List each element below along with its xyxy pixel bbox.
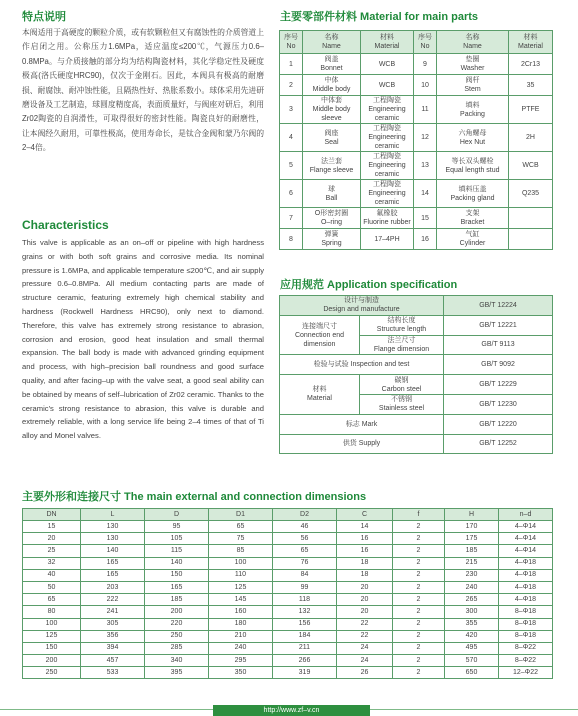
dimensions-cell: 495 [445, 642, 499, 654]
dimensions-cell: 2 [393, 655, 445, 667]
dimensions-cell: 50 [23, 581, 81, 593]
materials-cell: 弹簧 Spring [303, 229, 361, 250]
dimensions-cell: 305 [81, 618, 145, 630]
dimensions-cell: 125 [209, 581, 273, 593]
app-carbon-label: 碳钢 Carbon steel [360, 375, 444, 395]
features-title: 特点说明 [22, 11, 66, 23]
materials-cell: 等长双头螺栓 Equal length stud [437, 152, 509, 180]
dimensions-cell: 100 [209, 557, 273, 569]
dimensions-cell: 145 [209, 594, 273, 606]
application-table [279, 295, 553, 454]
dimensions-cell: 300 [445, 606, 499, 618]
dimensions-cell: 215 [445, 557, 499, 569]
materials-header-cell: 材料 Material [509, 31, 553, 54]
materials-header-cell: 序号 No [280, 31, 303, 54]
dimensions-cell: 2 [393, 606, 445, 618]
dimensions-cell: 200 [145, 606, 209, 618]
dimensions-cell: 25 [23, 545, 81, 557]
app-supply-value: GB/T 12252 [444, 434, 553, 454]
dimensions-row [23, 521, 553, 533]
dimensions-cell: 15 [23, 521, 81, 533]
dimensions-cell: 14 [337, 521, 393, 533]
materials-cell: 工程陶瓷 Engineering ceramic [361, 124, 414, 152]
dimensions-row [23, 618, 553, 630]
dimensions-cell: 394 [81, 642, 145, 654]
dimensions-cell: 285 [145, 642, 209, 654]
dimensions-cell: 240 [445, 581, 499, 593]
materials-cell: Q235 [509, 180, 553, 208]
dimensions-cell: 150 [145, 569, 209, 581]
dimensions-cell: 395 [145, 667, 209, 679]
dimensions-cell: 241 [81, 606, 145, 618]
dimensions-cell: 2 [393, 545, 445, 557]
dimensions-cell: 4–Φ14 [499, 521, 553, 533]
materials-cell: 35 [509, 75, 553, 96]
materials-row [280, 75, 553, 96]
materials-cell: 8 [280, 229, 303, 250]
materials-cell: 阀座 Seal [303, 124, 361, 152]
dimensions-cell: 56 [273, 533, 337, 545]
dimensions-cell: 140 [145, 557, 209, 569]
dimensions-cell: 65 [273, 545, 337, 557]
materials-table [279, 30, 553, 250]
materials-cell: 工程陶瓷 Engineering ceramic [361, 152, 414, 180]
dimensions-cell: 295 [209, 655, 273, 667]
dimensions-row [23, 533, 553, 545]
materials-cell: WCB [361, 54, 414, 75]
materials-cell: 2Cr13 [509, 54, 553, 75]
dimensions-cell: 2 [393, 557, 445, 569]
dimensions-cell: 2 [393, 594, 445, 606]
materials-cell: 16 [414, 229, 437, 250]
dimensions-header-cell: H [445, 509, 499, 521]
app-inspection-label: 检验与试验 Inspection and test [280, 355, 444, 375]
dimensions-cell: 130 [81, 533, 145, 545]
dimensions-cell: 65 [23, 594, 81, 606]
dimensions-cell: 210 [209, 630, 273, 642]
app-design-label: 设计与制造 Design and manufacture [280, 296, 444, 316]
dimensions-cell: 125 [23, 630, 81, 642]
dimensions-cell: 350 [209, 667, 273, 679]
dimensions-cell: 40 [23, 569, 81, 581]
dimensions-row [23, 655, 553, 667]
dimensions-header-cell: D1 [209, 509, 273, 521]
materials-row [280, 180, 553, 208]
dimensions-cell: 570 [445, 655, 499, 667]
dimensions-cell: 20 [337, 606, 393, 618]
materials-row [280, 208, 553, 229]
dimensions-cell: 132 [273, 606, 337, 618]
dimensions-row [23, 557, 553, 569]
dimensions-cell: 2 [393, 581, 445, 593]
dimensions-cell: 2 [393, 630, 445, 642]
dimensions-cell: 110 [209, 569, 273, 581]
dimensions-row [23, 581, 553, 593]
dimensions-cell: 16 [337, 533, 393, 545]
materials-row [280, 124, 553, 152]
materials-cell: 9 [414, 54, 437, 75]
app-material-label: 材料 Material [280, 375, 360, 415]
dimensions-cell: 20 [23, 533, 81, 545]
dimensions-cell: 24 [337, 655, 393, 667]
app-supply-label: 供货 Supply [280, 434, 444, 454]
dimensions-cell: 240 [209, 642, 273, 654]
dimensions-cell: 4–Φ18 [499, 557, 553, 569]
materials-cell: 支架 Bracket [437, 208, 509, 229]
dimensions-cell: 18 [337, 557, 393, 569]
app-flange-label: 法兰尺寸 Flange dimension [360, 335, 444, 355]
dimensions-cell: 4–Φ18 [499, 569, 553, 581]
dimensions-title: 主要外形和连接尺寸 The main external and connection dimensions [22, 491, 367, 503]
dimensions-cell: 100 [23, 618, 81, 630]
materials-cell: 1 [280, 54, 303, 75]
dimensions-cell: 650 [445, 667, 499, 679]
dimensions-cell: 533 [81, 667, 145, 679]
app-structure-label: 结构长度 Structure length [360, 315, 444, 335]
materials-row [280, 152, 553, 180]
characteristics-text: This valve is applicable as an on–off or pipeline with high hardness grains or with both soft grains and corrosive media. Its nominal pressure is 1.6MPa, and applicable temperature ≤200℃, and air supply pressure 0.6–0.8MPa. All medium contacting parts are made of structure ceramic, featuring extremely high chemical stability and hardness (Rockwell Hardness HRC90), only next to diamond. Therefore, this valve has extremely strong resistance to abrasion, corrosion and erosion, good heat insulation and small thermal expansion. The ball body is made with advanced grinding equipment and process, with high–precision ball roundness and good surface quality, and after facing–up with the valve seat, a good seal ability can be obtained by means of self–lubrication of Zr02 ceramic. Thanks to the ceramic's strong resistance to abrasion, this valve is durable and extremely reliable, with a long service life being 2–4 times of that of Ti alloy and Monel valves. [22, 238, 264, 441]
dimensions-cell: 12–Φ22 [499, 667, 553, 679]
dimensions-cell: 115 [145, 545, 209, 557]
dimensions-cell: 105 [145, 533, 209, 545]
materials-header-cell: 名称 Name [303, 31, 361, 54]
materials-cell: 法兰套 Flange sleeve [303, 152, 361, 180]
materials-cell: 阀盖 Bonnet [303, 54, 361, 75]
dimensions-cell: 319 [273, 667, 337, 679]
app-carbon-value: GB/T 12229 [444, 375, 553, 395]
dimensions-cell: 18 [337, 569, 393, 581]
dimensions-cell: 140 [81, 545, 145, 557]
dimensions-cell: 355 [445, 618, 499, 630]
materials-cell [509, 229, 553, 250]
app-inspection-value: GB/T 9092 [444, 355, 553, 375]
materials-cell [509, 208, 553, 229]
app-stainless-value: GB/T 12230 [444, 394, 553, 414]
dimensions-cell: 222 [81, 594, 145, 606]
dimensions-cell: 4–Φ18 [499, 581, 553, 593]
dimensions-cell: 150 [23, 642, 81, 654]
features-text: 本阀适用于高硬度的颗粒介质，或有软颗粒但又有腐蚀性的介质管道上作启闭之用。公称压力1.6MPa，适应温度≤200℃，气源压力0.6–0.8MPa。与介质接触的部分均为结构陶瓷材料，其化学稳定性及硬度极高(洛氏硬度HRC90)，仅次于金刚石。因此，本阀具有极高的耐磨损、耐腐蚀、耐冲蚀性能，且隔热性好、热胀系数小。球体采用先进研磨设备及工艺制造，球圆度精度高，表面质量好，与阀座对研后，利用Zr02陶瓷的自润滑性，可取得很好的密封性能。陶瓷良好的耐磨性，让本阀经久耐用，可靠性极高，使用寿命长，是钛合金阀和蒙乃尔阀的2–4倍。 [22, 28, 264, 153]
dimensions-cell: 8–Φ18 [499, 630, 553, 642]
dimensions-cell: 200 [23, 655, 81, 667]
dimensions-cell: 165 [81, 557, 145, 569]
dimensions-cell: 4–Φ18 [499, 594, 553, 606]
materials-cell: WCB [361, 75, 414, 96]
dimensions-cell: 265 [445, 594, 499, 606]
dimensions-row [23, 569, 553, 581]
dimensions-cell: 2 [393, 667, 445, 679]
dimensions-cell: 203 [81, 581, 145, 593]
dimensions-table [22, 508, 553, 679]
materials-cell: 14 [414, 180, 437, 208]
materials-row [280, 96, 553, 124]
materials-cell: 17–4PH [361, 229, 414, 250]
dimensions-row [23, 606, 553, 618]
materials-cell: 6 [280, 180, 303, 208]
dimensions-cell: 8–Φ18 [499, 606, 553, 618]
materials-cell: PTFE [509, 96, 553, 124]
materials-row [280, 54, 553, 75]
dimensions-row [23, 630, 553, 642]
dimensions-cell: 340 [145, 655, 209, 667]
characteristics-title: Characteristics [22, 218, 109, 232]
dimensions-cell: 8–Φ18 [499, 618, 553, 630]
dimensions-cell: 95 [145, 521, 209, 533]
app-design-value: GB/T 12224 [444, 296, 553, 316]
materials-cell: 10 [414, 75, 437, 96]
materials-cell: 7 [280, 208, 303, 229]
dimensions-cell: 2 [393, 569, 445, 581]
dimensions-header-cell: f [393, 509, 445, 521]
dimensions-cell: 2 [393, 521, 445, 533]
dimensions-cell: 156 [273, 618, 337, 630]
materials-cell: 填料压盖 Packing gland [437, 180, 509, 208]
dimensions-cell: 4–Φ14 [499, 533, 553, 545]
materials-cell: 2 [280, 75, 303, 96]
materials-header-cell: 材料 Material [361, 31, 414, 54]
dimensions-cell: 46 [273, 521, 337, 533]
app-mark-value: GB/T 12220 [444, 414, 553, 434]
dimensions-header-cell: DN [23, 509, 81, 521]
dimensions-header-cell: n–d [499, 509, 553, 521]
materials-cell: 中体 Middle body [303, 75, 361, 96]
dimensions-cell: 22 [337, 630, 393, 642]
dimensions-cell: 20 [337, 594, 393, 606]
dimensions-cell: 165 [81, 569, 145, 581]
dimensions-cell: 26 [337, 667, 393, 679]
dimensions-cell: 211 [273, 642, 337, 654]
dimensions-cell: 4–Φ14 [499, 545, 553, 557]
dimensions-cell: 130 [81, 521, 145, 533]
materials-cell: 垫圈 Washer [437, 54, 509, 75]
app-mark-label: 标志 Mark [280, 414, 444, 434]
dimensions-cell: 8–Φ22 [499, 642, 553, 654]
materials-cell: O形密封圈 O–ring [303, 208, 361, 229]
footer-url[interactable]: http://www.zf–v.cn [213, 705, 370, 716]
dimensions-cell: 250 [23, 667, 81, 679]
dimensions-cell: 170 [445, 521, 499, 533]
footer [0, 704, 578, 716]
app-stainless-label: 不锈钢 Stainless steel [360, 394, 444, 414]
dimensions-cell: 160 [209, 606, 273, 618]
dimensions-cell: 75 [209, 533, 273, 545]
dimensions-cell: 250 [145, 630, 209, 642]
app-structure-value: GB/T 12221 [444, 315, 553, 335]
dimensions-cell: 2 [393, 618, 445, 630]
dimensions-cell: 420 [445, 630, 499, 642]
materials-cell: 填料 Packing [437, 96, 509, 124]
materials-title: 主要零部件材料 Material for main parts [280, 11, 479, 23]
materials-cell: 工程陶瓷 Engineering ceramic [361, 96, 414, 124]
materials-cell: 12 [414, 124, 437, 152]
dimensions-header-cell: D2 [273, 509, 337, 521]
dimensions-header-cell: L [81, 509, 145, 521]
dimensions-cell: 99 [273, 581, 337, 593]
dimensions-cell: 24 [337, 642, 393, 654]
dimensions-cell: 356 [81, 630, 145, 642]
materials-cell: 13 [414, 152, 437, 180]
materials-cell: 5 [280, 152, 303, 180]
dimensions-row [23, 545, 553, 557]
materials-cell: 2H [509, 124, 553, 152]
dimensions-cell: 118 [273, 594, 337, 606]
dimensions-cell: 220 [145, 618, 209, 630]
materials-header-cell: 名称 Name [437, 31, 509, 54]
materials-cell: 六角螺母 Hex Nut [437, 124, 509, 152]
dimensions-cell: 76 [273, 557, 337, 569]
app-flange-value: GB/T 9113 [444, 335, 553, 355]
dimensions-cell: 22 [337, 618, 393, 630]
materials-cell: 气缸 Cylinder [437, 229, 509, 250]
dimensions-cell: 457 [81, 655, 145, 667]
materials-cell: 11 [414, 96, 437, 124]
dimensions-header-cell: D [145, 509, 209, 521]
materials-cell: 球 Ball [303, 180, 361, 208]
dimensions-cell: 175 [445, 533, 499, 545]
app-connection-label: 连接端尺寸 Connection end dimension [280, 315, 360, 355]
dimensions-cell: 65 [209, 521, 273, 533]
dimensions-cell: 2 [393, 533, 445, 545]
dimensions-row [23, 594, 553, 606]
dimensions-cell: 16 [337, 545, 393, 557]
dimensions-cell: 2 [393, 642, 445, 654]
dimensions-row [23, 642, 553, 654]
dimensions-row [23, 667, 553, 679]
materials-cell: 4 [280, 124, 303, 152]
dimensions-cell: 80 [23, 606, 81, 618]
dimensions-cell: 266 [273, 655, 337, 667]
materials-cell: 3 [280, 96, 303, 124]
materials-cell: 氟橡胶 Fluorine rubber [361, 208, 414, 229]
materials-cell: 工程陶瓷 Engineering ceramic [361, 180, 414, 208]
dimensions-cell: 20 [337, 581, 393, 593]
dimensions-cell: 8–Φ22 [499, 655, 553, 667]
materials-cell: WCB [509, 152, 553, 180]
materials-cell: 15 [414, 208, 437, 229]
materials-cell: 阀杆 Stem [437, 75, 509, 96]
dimensions-header-cell: C [337, 509, 393, 521]
application-title: 应用规范 Application specification [280, 279, 458, 291]
dimensions-cell: 32 [23, 557, 81, 569]
materials-cell: 中体套 Middle body sleeve [303, 96, 361, 124]
dimensions-cell: 230 [445, 569, 499, 581]
dimensions-cell: 184 [273, 630, 337, 642]
dimensions-cell: 185 [445, 545, 499, 557]
dimensions-cell: 185 [145, 594, 209, 606]
dimensions-cell: 180 [209, 618, 273, 630]
materials-header-cell: 序号 No [414, 31, 437, 54]
dimensions-cell: 165 [145, 581, 209, 593]
dimensions-cell: 84 [273, 569, 337, 581]
materials-row [280, 229, 553, 250]
dimensions-cell: 85 [209, 545, 273, 557]
